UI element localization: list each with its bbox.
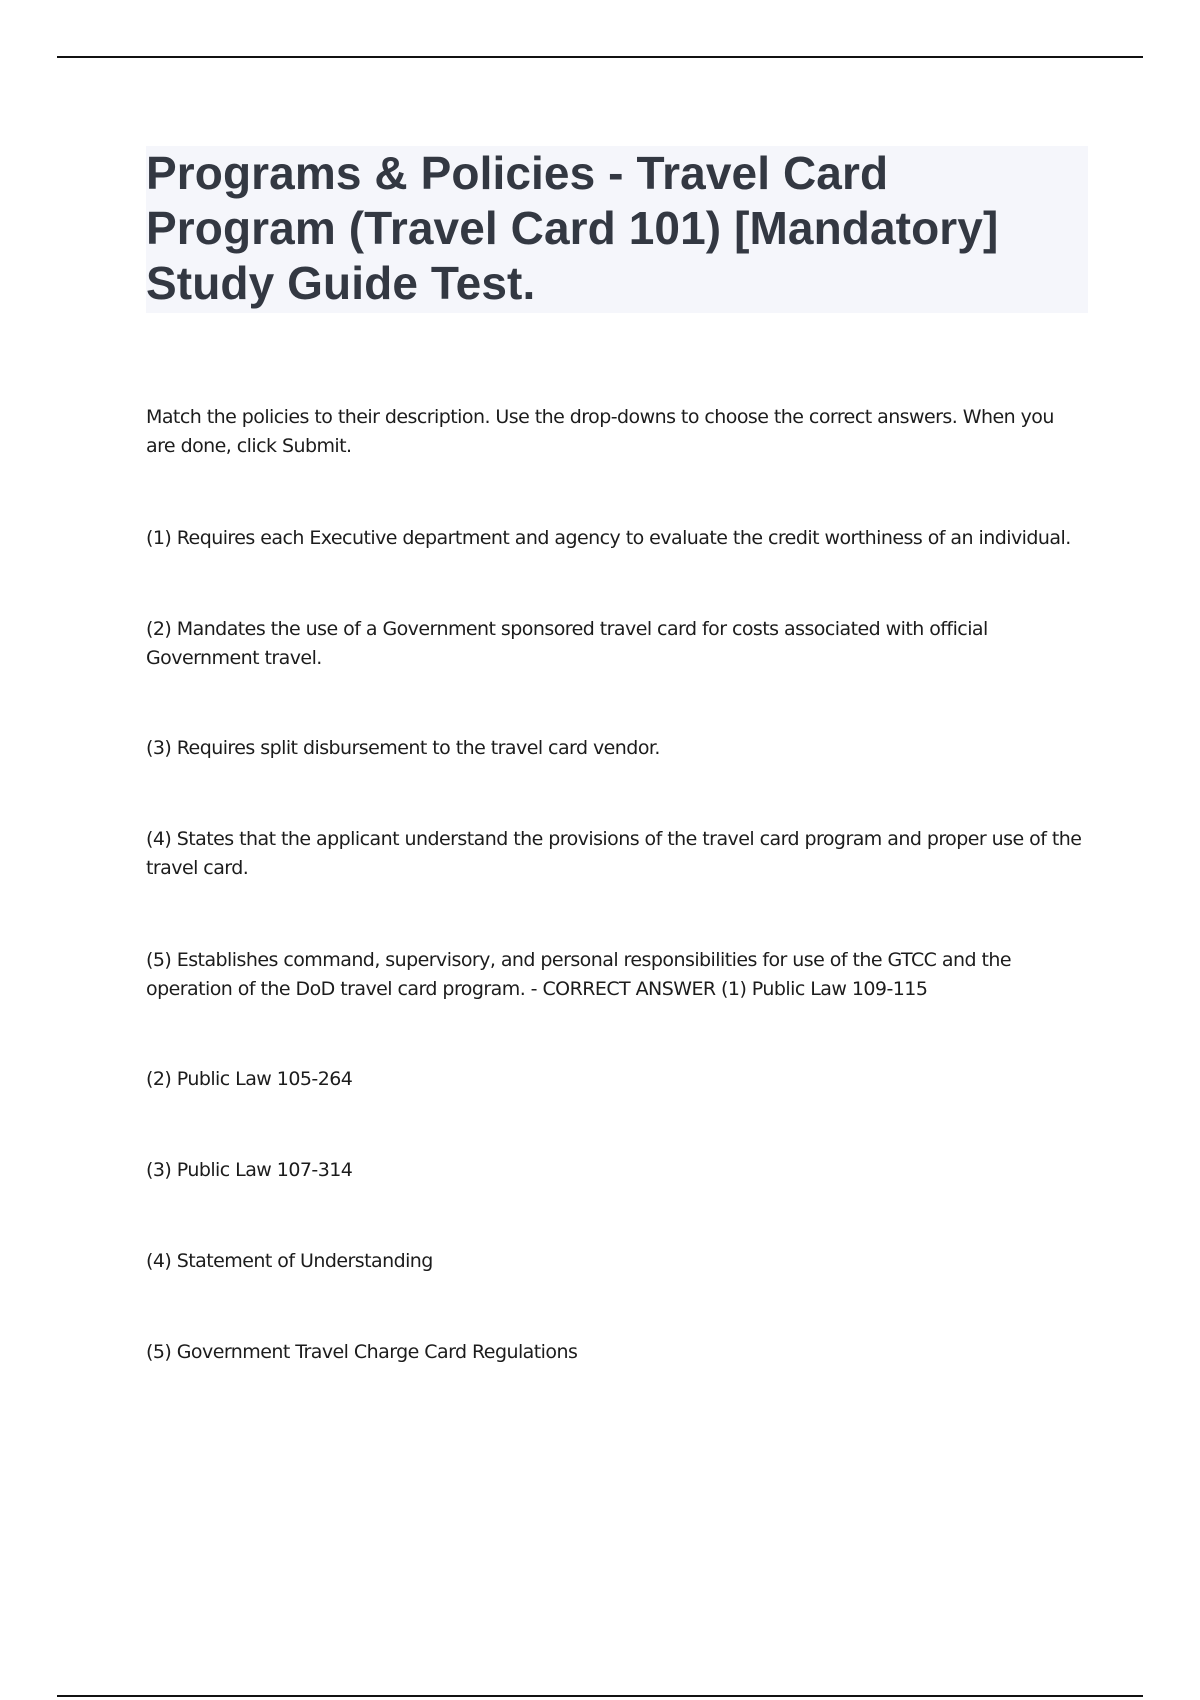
question-item-3: (3) Requires split disbursement to the travel card vendor. (146, 737, 660, 759)
answer-item-3: (3) Public Law 107-314 (146, 1159, 353, 1181)
question-item-2: (2) Mandates the use of a Government sponsored travel card for costs associated with official Government travel. (146, 618, 988, 669)
question-item-1: (1) Requires each Executive department and agency to evaluate the credit worthiness of an individual. (146, 527, 1071, 549)
answer-item-5: (5) Government Travel Charge Card Regulations (146, 1341, 578, 1363)
footer-rule (57, 1695, 1143, 1697)
instructions-paragraph: Match the policies to their description. Use the drop-downs to choose the correct answers. When you are done, click Submit. (146, 406, 1054, 457)
header-rule (57, 56, 1143, 58)
answer-item-2: (2) Public Law 105-264 (146, 1068, 353, 1090)
question-item-4: (4) States that the applicant understand the provisions of the travel card program and proper use of the travel card. (146, 828, 1082, 879)
title-block (146, 146, 1088, 313)
question-item-5-with-answer: (5) Establishes command, supervisory, and personal responsibilities for use of the GTCC and the operation of the DoD travel card program. - CORRECT ANSWER (1) Public Law 109-115 (146, 949, 1011, 1000)
document-title: Programs & Policies - Travel Card Program (Travel Card 101) [Mandatory] Study Guide Test. (146, 147, 999, 309)
answer-item-4: (4) Statement of Understanding (146, 1250, 433, 1272)
